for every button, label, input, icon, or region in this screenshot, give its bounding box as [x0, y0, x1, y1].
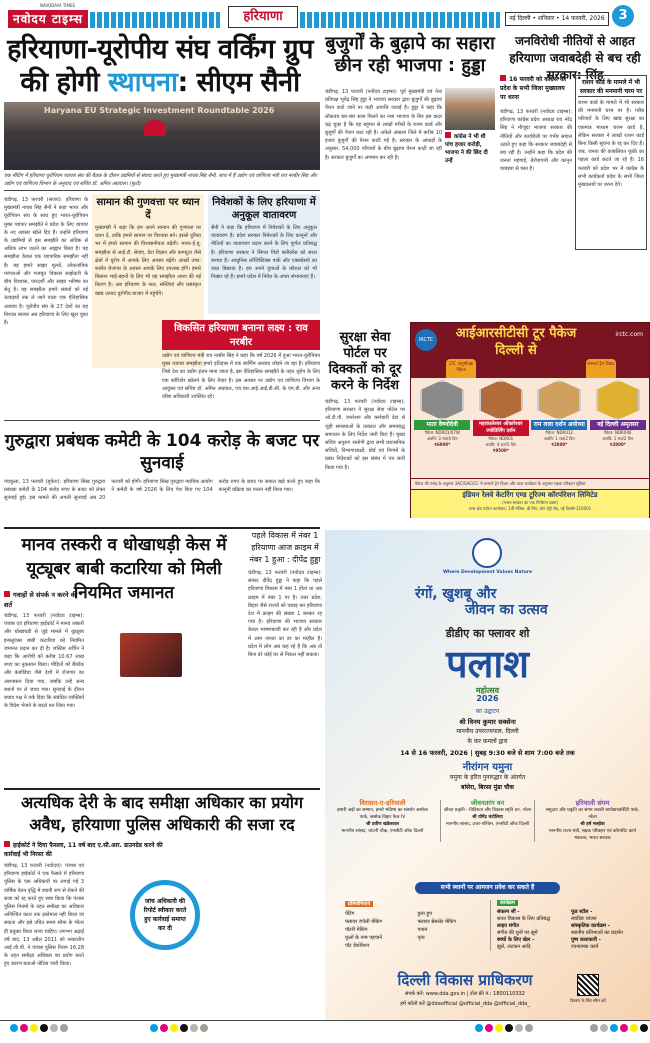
org-name: इंडियन रेलवे केटरिंग एण्ड टूरिज्म कॉरपोरेशन लिमिटेड [462, 491, 598, 499]
venue-name: हरियाली संगम [575, 799, 610, 807]
irctc-logo: IRCTC [415, 329, 437, 351]
destination-image [596, 380, 640, 420]
inauguration-label: का उद्घाटन [475, 708, 500, 715]
package-duration: अवधि: 3 रात/4 दिन [426, 436, 458, 441]
reg-mark [10, 1024, 18, 1032]
turban-shape [144, 120, 166, 136]
headline-text: की होगी [20, 67, 108, 98]
hooda-photo-caption [445, 132, 495, 182]
registration-marks [475, 1024, 533, 1032]
box-body: सैनी ने कहा कि हरियाणा में निवेशकों के लिए अनुकूल वातावरण है। प्रदेश सरकार निवेशकों के लिए कानूनों और नीतियों का वातावरण प्रदान करने के लिए पूर्णतः प्रतिबद्ध है। हरियाणा सरकार ने सिंगल विंडो क्लीयरेंस को सरल बनाया है। आधुनिक लॉजिस्टिक्स पार्क और एक्सप्रेसवे का जाल बिछाया है। हम अपने युवाओं के कौशल को भी निखार रहे हैं। हमारे प्रदेश में निवेश के अपार संभावनाएं हैं। [211, 225, 317, 281]
event-desc: झूले, लटकन आदि [497, 944, 531, 950]
ltc-badge: LTC अनुमोदक पैकेज [446, 359, 476, 385]
hooda-story-continued [325, 290, 495, 308]
reg-mark [190, 1024, 198, 1032]
divider [4, 420, 320, 421]
youtuber-body-col2 [86, 590, 164, 630]
website-link[interactable]: irctc.com [615, 331, 643, 338]
photo-banner-text: Haryana EU Strategic Investment Roundtable 2026 [44, 106, 275, 115]
package-code: पैकेज: NDR01/07W [424, 430, 460, 435]
reg-mark [60, 1024, 68, 1032]
ad-note: पैकेज की पसंद के अनुसार 3AC/SAC/CC में कन्फर्म ट्रेन टिकट और यात्रा कार्यक्रम के अनुसार सड़क परिवहन सुविधा [411, 479, 649, 489]
bullet-text: 16 फरवरी को कांग्रेस का प्रदेश के सभी जिला मुख्यालय पर धरना [500, 76, 567, 101]
irctc-footer [411, 490, 649, 518]
hooda-photo [445, 88, 495, 130]
reg-mark [170, 1024, 178, 1032]
guest-title: माननीय उपराज्यपाल, दिल्ली [456, 728, 519, 735]
hooda-story-body: चंडीगढ़, 13 फरवरी (नवोदय टाइम्स): पूर्व मुख्यमंत्री एवं नेता प्रतिपक्ष भूपेंद्र सिंह हुड्डा ने भाजपा सरकार द्वारा बुजुर्गों की बुढ़ापा पेंशन काटे जाने पर कड़ी आपत्ति जताई है। हुड्डा ने कहा कि लोकतंत्र बार-बार सत्ता मिलने का नशा भाजपा के सिर इस कदर चढ़ चुका है कि वह बहुमत से लाखों गरीबों के राशन कार्ड और बुजुर्गों की पेंशन काट रही है। अकेले अंबाला जिले में करीब 10 हजार बुजुर्गों की पेंशन काटी गई है। सरकार के आंकड़ों के अनुसार, 54,000 परिवारों के बीच बुढ़ापा पेंशन काटी जा रही है। सरकार बुजुर्गों का अपमान कर रही है। [325, 89, 442, 161]
logo-subtitle: NAVODAYA TIMES [40, 3, 76, 8]
story-headline: पहले विकास में नंबर 1 हरियाणा आज क्राइम में नंबर 1 हुआ : दीपेंद्र हुड्डा [249, 531, 321, 564]
event-dates: 14 से 16 फरवरी, 2026 | सुबह 9:30 बजे से शाम 7:00 बजे तक [400, 749, 575, 757]
youtuber-body-col3 [165, 590, 245, 780]
guest-by: के कर कमलों द्वारा [467, 738, 508, 745]
newspaper-logo: नवोदय टाइम्स [8, 10, 88, 28]
package-list [411, 378, 649, 478]
congress-story-body: चंडीगढ़, 13 फरवरी (नवोदय टाइम्स): हरियाणा कांग्रेस प्रदेश अध्यक्ष राव नरेंद्र सिंह ने मौजूदा भाजपा सरकार की नीतियों और कार्यशैली पर गंभीर सवाल उठाते हुए कहा कि सरकार जवाबदेही से बच रही है। उन्होंने कहा कि प्रदेश की जनता महंगाई, बेरोजगारी और कानून व्यवस्था से त्रस्त है। [500, 109, 572, 173]
competition-item: पॉटरी मेकिंग [345, 927, 368, 933]
package-name: महाकालेश्वर ओंकारेश्वर ज्योतिर्लिंग दर्शन [473, 420, 529, 436]
divider [4, 788, 320, 790]
photo-caption: एक मीटिंग में हरियाणा यूरोपियन व्यापार संघ की बैठक के दौरान उद्यमियों से संवाद करते हुए मुख्यमंत्री नायब सिंह सैनी, साथ में हैं उद्योग एवं वाणिज्य मंत्री राव नरबीर सिंह और उद्योग एवं वाणिज्य विभाग के अनुवाद एवं सचिव डॉ. अमित अग्रवाल। (फूटो) [4, 173, 317, 187]
venue-inaugurator: श्री योगेंद्र चंदोलिया [472, 815, 503, 820]
venue-inaugurator-title: माननीय सांसद, उत्तर-पश्चिम, एनसीटी ऑफ दिल्ली [445, 822, 529, 827]
reg-mark [495, 1024, 503, 1032]
story-headline-line: अवैध, हरियाणा पुलिस अधिकारी की सजा रद [29, 815, 295, 834]
reg-mark [600, 1024, 608, 1032]
guest-name: श्री विनय कुमार सक्सेना [459, 718, 516, 726]
package-code: पैकेज: NDR046 [604, 430, 632, 435]
event-desc: स्थानीय प्रतिभाओं का प्रदर्शन [571, 930, 623, 936]
package-card[interactable] [531, 380, 587, 476]
reg-mark [40, 1024, 48, 1032]
package-price: ₹3800* [609, 442, 626, 447]
package-card[interactable] [473, 380, 529, 476]
package-code: पैकेज: NDR01 [488, 436, 514, 441]
ad-headline-line: जीवन का उत्सव [465, 602, 548, 618]
venue-desc: समुदाय और प्रकृति का संगम लवली बायोडायवर्सिटी पार्क, नरेला [545, 808, 640, 820]
headline-line: हरियाणा-यूरोपीय संघ वर्किंग ग्रुप [7, 34, 313, 65]
venue-inaugurator-title: माननीय सांसद, चांदनी चौक, एनसीटी ऑफ दिल्ली [341, 829, 424, 834]
lead-story-photo [4, 102, 320, 170]
story-body: पंचकूला, 13 फरवरी (मुकेश): हरियाणा सिख गुरुद्वारा प्रबंधक कमेटी के 104 करोड़ रुपए के बजट को लेकर सुनवाई हुई। इस मामले की अगली सुनवाई अब 20 फरवरी को होगी। हरियाणा सिख गुरुद्वारा न्यायिक आयोग ने कमेटी के वर्ष 2026 के लिए पेश किए गए 104 करोड़ रुपए के बजट पर सवाल खड़े करते हुए कहा कि कानूनी प्रक्रिया का पालन नहीं किया गया। [4, 479, 320, 502]
reg-mark [30, 1024, 38, 1032]
section-title: हरियाणा [228, 6, 298, 28]
venue-card [545, 800, 640, 842]
investors-box [208, 194, 320, 314]
competitions-title: प्रतियोगिताएं [345, 901, 373, 907]
headline-text: : सीएम सैनी [177, 67, 300, 98]
venue-place: बांसेरा, बिरसा मुंडा चौक [461, 784, 514, 791]
rao-story [162, 320, 320, 400]
package-card[interactable] [590, 380, 646, 476]
dda-contact[interactable]: संपर्क करें: www.dda.gov.in | टोल फ्री नं.: 1800110332 [404, 991, 525, 997]
decorative-stripes [300, 12, 500, 28]
venue-sub: यमुना के हरित पुनरुद्धार के अंतर्गत [449, 774, 526, 781]
headline-highlight: स्थापना [107, 67, 178, 98]
venue-card [335, 800, 430, 842]
bullet-icon [4, 591, 10, 597]
bullet-icon [4, 841, 10, 847]
package-name: माता वैष्णोदेवी [414, 420, 470, 430]
package-duration: अवधि: 4 रात/5 दिन [485, 442, 517, 447]
congress-bullet [500, 75, 572, 102]
venue-inaugurator: श्री प्रवीण खंडेलवाल [366, 822, 399, 827]
reg-mark [640, 1024, 648, 1032]
package-duration: अवधि: 1 रात/2 दिन [602, 436, 634, 441]
event-name: लाइव संगीत [497, 923, 520, 929]
bullet-icon [445, 132, 451, 138]
reg-mark [150, 1024, 158, 1032]
reg-mark [20, 1024, 28, 1032]
venue-desc: जीवंत प्रकृति - विविधता और विकास स्मृति वन, नरेला [443, 808, 532, 813]
event-desc: संगीत की धुनों पर झूमें [497, 930, 538, 936]
box-body: राशन कार्ड के मामले में भी सरकार की मनमानी चरम पर है। गरीब परिवारों के लिए खाद्य सुरक्षा का एकमात्र माध्यम राशन कार्ड है, लेकिन सरकार ने लाखों राशन कार्ड बिना किसी सूचना के रद्द कर दिए हैं। जब, जनता की काबलियत फूंकी का पहला कार्ड कटते जा रहे हैं। 16 फरवरी को प्रदेश भर में कांग्रेस के सभी कार्यकर्ता प्रदेश के सभी जिला मुख्यालयों पर धरना देंगे। [578, 100, 644, 189]
bullet-text: हाईकोर्ट ने दिया फैसला, 11 वर्ष बाद ए.सी.आर. डाउनग्रेड करने की कार्रवाई भी निरस्त की [4, 842, 163, 858]
ad-headline-line: रंगों, खुशबू और [415, 586, 497, 602]
story-headline: विकसित हरियाणा बनाना लक्ष्य : राव नरबीर [162, 322, 320, 350]
story-headline: गुरुद्वारा प्रबंधक कमेटी के 104 करोड़ के बजट पर सुनवाई [4, 431, 320, 473]
package-duration: अवधि: 1 रात/2 दिन [543, 436, 575, 441]
police-story [4, 792, 320, 836]
venue-list [335, 800, 640, 842]
reg-mark [515, 1024, 523, 1032]
package-price: ₹2800* [551, 442, 568, 447]
story-body: उद्योग एवं वाणिज्य मंत्री राव नरबीर सिंह ने कहा कि वर्ष 2026 में हुआ भारत-यूरोपियन मुक्त व्यापार समझौता हमारे इतिहास में एक स्वर्णिम अध्याय जोड़ने जा रहा है। हरियाणा जिसे देश का उद्योग इंजन माना जाता है, इस ऐतिहासिक समझौते के तहत यूरोप के लिए एक कॉरिडोर खोलने के लिए तैयार है। इस अवसर पर उद्योग एवं वाणिज्य विभाग के आयुक्त एवं सचिव डॉ. अमित अग्रवाल, एच.एस.आई.आई.डी.सी. के एम.डी. और अन्य वरिष्ठ अधिकारी उपस्थित रहे। [162, 353, 320, 401]
competition-item: नृत्य [417, 935, 425, 941]
divider [4, 190, 320, 191]
reg-mark [505, 1024, 513, 1032]
package-name: राम लला दर्शन अयोध्या [531, 420, 587, 430]
ad-title: आईआरसीटीसी टूर पैकेज [455, 326, 577, 341]
dda-advertisement[interactable] [325, 530, 650, 1020]
story-headline: सुरक्षा सेवा पोर्टल पर दिक्कतों को दूर करने के निर्देश [328, 330, 402, 393]
dda-tagline: Where Development Values Nature [442, 570, 533, 575]
story-body: चंडीगढ़, 13 फरवरी (नवोदय टाइम्स): सांसद दीपेंद्र हुड्डा ने कहा कि पहले हरियाणा विकास में नंबर 1 होता था अब क्राइम में नंबर 1 पर है। उत्तर प्रदेश, बिहार जैसे राज्यों को पछाड़ कर हरियाणा देश में क्राइम की संख्या 1 बनकर रह गया है। हरियाणा की भाजपा सरकार केवल भाषणबाजी कर रही है और प्रदेश में आम जनता का डर का माहौल है। प्रदेश में लोग अब कह रहे हैं कि अब तो बिना डरे कोई घर से निकल नहीं सकता। [248, 570, 322, 659]
registration-marks [590, 1024, 648, 1032]
destination-image [420, 380, 464, 420]
registration-marks [150, 1024, 208, 1032]
event-name: फूड स्टॉल - [571, 909, 593, 915]
police-bullet [4, 841, 164, 859]
event-name: पुष्प कलाकारी - [571, 937, 601, 943]
venue-name: जीवनतरंग वन [470, 799, 505, 807]
competition-item: फ्लावर ब्रेसलेट मेकिंग [417, 919, 457, 925]
competition-item: फूलों के नाम पहचानें [345, 935, 382, 941]
masthead [0, 0, 650, 32]
bullet-icon [500, 75, 506, 81]
box-title: सामान की गुणवत्ता पर ध्यान दें [96, 197, 200, 221]
deepender-story [248, 530, 322, 789]
train-badge: कम्फर्ट ट्रेन टिकट [586, 359, 616, 385]
lead-story-headline [4, 33, 316, 99]
registration-marks [10, 1024, 68, 1032]
package-card[interactable] [414, 380, 470, 476]
competitions-list [345, 900, 485, 950]
event-name: सांस्कृतिक कार्यक्रम - [571, 923, 610, 929]
box-title: राशन कार्ड के मामले में भी सरकार की मनमानी चरम पर [579, 79, 643, 95]
ration-card-box [575, 75, 647, 250]
divider [4, 527, 320, 529]
package-price: ₹6900* [434, 442, 451, 447]
reg-mark [160, 1024, 168, 1032]
police-body-col4 [248, 842, 320, 1017]
story-headline: जनविरोधी नीतियों से आहत हरियाणा जवाबदेही से बच रही सरकार: सिंह [509, 34, 641, 82]
bullet-text: गवाहों से संपर्क न करने की शर्त [4, 591, 78, 609]
reg-mark [525, 1024, 533, 1032]
page-number: 3 [612, 5, 634, 27]
reg-mark [590, 1024, 598, 1032]
venue-card [440, 800, 535, 842]
dda-org-name: दिल्ली विकास प्राधिकरण [397, 971, 533, 989]
events-list [490, 900, 640, 951]
story-body: चंडीगढ़, 13 फरवरी (नवोदय टाइम्स): हरियाणा सरकार ने सुरक्षा सेवा पोर्टल पर ओ.टी.पी. जनरेशन और कर्मचारी डेटा से जुड़ी समस्याओं के तत्काल और समयबद्ध समाधान के लिए निर्देश जारी किए हैं। मुख्य सचिव अनुराग रस्तोगी द्वारा सभी प्रशासनिक सचिवों, विभागाध्यक्षों, बोर्ड एवं निगमों के प्रबंध निदेशकों को इस संबंध में पत्र जारी किया गया है। [325, 399, 405, 471]
reg-mark [485, 1024, 493, 1032]
portal-story [325, 330, 405, 528]
competition-item: गायन [417, 927, 428, 933]
event-desc: सतत विकास के लिए प्रतिबद्ध [497, 916, 551, 922]
event-desc: रचनात्मक कार्य [571, 944, 599, 950]
hooda-story [325, 33, 495, 77]
event-name: संकल्प सीं - [497, 909, 520, 915]
box-title: निवेशकों के लिए हरियाणा में अनुकूल वातावरण [212, 197, 316, 221]
reg-mark [50, 1024, 58, 1032]
reg-mark [180, 1024, 188, 1032]
events-title: कार्यक्रम [497, 900, 518, 906]
reg-mark [620, 1024, 628, 1032]
bottom-rule [0, 1020, 650, 1021]
venue-inaugurator: श्री हर्ष मल्होत्रा [580, 822, 605, 827]
reg-mark [200, 1024, 208, 1032]
venue-desc: हमारी जड़ों का सम्मान, हमारे भविष्य का संवर्धन असोला पार्क, असोक विहार फेज IV [337, 808, 428, 820]
caption-text: कांग्रेस ने भी थी पांच हजार करोड़ी, भाजपा ने की छिंद दी उन्हें [445, 134, 488, 164]
festival-sub: महोत्सव [475, 686, 500, 695]
venue-name: विरासत-ए-हरियाली [359, 799, 406, 807]
destination-image [479, 380, 523, 420]
reg-mark [610, 1024, 618, 1032]
qr-label: विवरण के लिए स्कैन करें [570, 998, 606, 1003]
decorative-stripes [90, 12, 220, 28]
story-headline: बुजुर्गों के बुढ़ापे का सहारा छीन रही भाजपा : हुड्डा [325, 33, 495, 76]
dda-logo-icon [472, 538, 502, 568]
lead-story-body: चंडीगढ़, 13 फरवरी (संजय): हरियाणा के मुख्यमंत्री नायब सिंह सैनी ने कहा भारत और यूरोपियन संघ के साथ हुए भारत-यूरोपियन मुक्त व्यापार समझौते ने प्रदेश के लिए व्यापार के नए अवसर खोले दिए हैं। उन्होंने हरियाणा के उद्यमियों से इस समझौते का अधिक से अधिक लाभ उठाने का आह्वान किया है। यह समझौता केवल एक व्यापारिक समझौता नहीं है। यह हमारे साझा मूल्यों, लोकतांत्रिक परंपराओं और मजबूत विकास साझेदारी के बीच विश्वास, पारदर्शी और साझा भविष्य का सेतु है। यह समझौता हमारे संबंधों को नई ऊंचाइयों तक ले जाने वाला एक ऐतिहासिक अध्याय है। यूरोपीय संघ के 27 देशों का यह विशाल बाजार अब हरियाणा के लिए खुल चुका है। [4, 197, 88, 327]
reg-mark [475, 1024, 483, 1032]
reg-mark [630, 1024, 638, 1032]
venue-title: नीरांगन यमुना [462, 762, 513, 773]
police-body-col1: चंडीगढ़, 13 फरवरी (नवोदय): पंजाब एवं हरियाणा हाईकोर्ट ने एक फैसले में हरियाणा पुलिस के एक अधिकारी पर लगाई गई 3 वार्षिक वेतन वृद्धि में स्थायी रूप से रोकने की सजा को रद्द करते हुए स्पष्ट किया कि पंजाब पुलिस नियमों के तहत समीक्षा का अधिकार अनिश्चित काल तक इस्तेमाल नहीं किया जा सकता और इसे उचित समय सीमा के भीतर ही प्रयुक्त किया जाना चाहिए। लगभग अढ़ाई वर्ष बाद, 13 अप्रैल 2011 को तत्कालीन आई.जी.पी. ने पंजाब पुलिस नियम 16.28 के तहत समीक्षा अधिकार का प्रयोग करते हुए कारण बताओ नोटिस जारी किया। [4, 863, 84, 968]
qr-code-icon[interactable] [577, 974, 599, 996]
package-price: ₹9500* [492, 448, 509, 453]
dateline: नई दिल्ली • शनिवार • 14 फरवरी, 2026 [505, 12, 609, 26]
story-headline: मानव तस्करी व धोखाधड़ी केस में यूट्यूबर बाबी कटारिया को मिली नियमित जमानत [21, 535, 227, 603]
youtuber-bullet [4, 590, 84, 610]
competition-item: हुला हूप [417, 911, 432, 917]
ad-subhead: डीडीए का फ्लावर शो [445, 627, 530, 640]
dda-social[interactable]: हमें फॉलो करें @ddaofficial @official_dda @official_dda_ [400, 1001, 530, 1007]
competition-item: पॉट डेकोरेशन [345, 943, 370, 949]
competition-item: फ्लावर रंगोली मेकिंग [345, 919, 383, 925]
box-body: मुख्यमंत्री ने कहा कि हम अपने सामान की गुणवत्ता पर ध्यान दें, ताकि हमारे सामान पर विश्वास बने। इससे दुनिया भर में हमारे सामान की विश्वसनीयता बढ़ेगी। भारत-ई.यू. समझौता से आई.टी. सेवाएं, डेटा विज्ञान और कम्प्यूटर जैसे क्षेत्रों में यूरोप में आपके लिए अवसर बढ़ेंगे। लाखों उच्च-स्तरीय रोजगार के अवसर आपके लिए उपलब्ध होंगे। हमारे किसान भाई-बहनों के लिए भी यह समझौता आशा की नई किरण है। अब हरियाणा के फल, सब्जियां और प्रसंस्कृत खाद्य उत्पाद यूरोपीय बाजार में पहुंचेंगे। [95, 225, 201, 297]
ad-subtitle: दिल्ली से [495, 343, 537, 358]
competition-item: पेंटिंग [345, 911, 355, 917]
story-headline-line: अत्यधिक देरी के बाद समीक्षा अधिकार का प्रयोग [21, 793, 303, 812]
package-name: नई दिल्ली अमृतसर [590, 420, 646, 430]
destination-image [537, 380, 581, 420]
event-desc: स्वादिष्ट व्यंजन [571, 916, 597, 922]
venue-inaugurator-title: माननीय राज्य मंत्री, सड़क परिवहन एवं कॉरपोरेट कार्य मंत्रालय, भारत सरकार [549, 829, 636, 841]
org-sub: (भारत सरकार का एक मिनीरत्न उद्यम) [502, 500, 558, 505]
org-address: उत्तर क्षेत्र पर्यटन कार्यालय: 1वीं मंजिल, बी विंग, स्टेट एंट्री रोड, नई दिल्ली-110001 [468, 506, 592, 511]
pullquote-circle: जांच अधिकारी की रिपोर्ट स्वीकार करते हुए कार्रवाई समाप्त कर दी [130, 880, 200, 950]
package-code: पैकेज: NDR012 [545, 430, 573, 435]
festival-year: 2026 [476, 694, 499, 703]
youtuber-body-col1: चंडीगढ़, 13 फरवरी (नवोदय टाइम्स): पंजाब एवं हरियाणा हाईकोर्ट ने मानव तस्करी और धोखाधड़ी से जुड़े मामले में यूट्यूबर इन्फ्लुएंसर बाबी कटारिया को नियमित जमानत प्रदान कर दी है। जस्टिस अर्चिन ने कहा कि आरोपी को करीब 10.67 लाख रुपए का नुकसान किया। पीड़ितों को बैंकॉक और कंबोडिया जैसे देशों में रोजगार का आश्वासन दिया गया, जबकि उन्हें अन्य स्थानों पर ले जाया गया। सुनवाई के दौरान बचाव पक्ष ने तर्क दिया कि संबंधित व्यक्तियों के विदेश भेजने के बदले धन लिया गया। [4, 613, 84, 710]
event-name: बच्चों के लिए खेल - [497, 937, 535, 943]
festival-logo: पलाश [445, 642, 530, 686]
irctc-advertisement[interactable] [410, 322, 650, 518]
entry-banner: सभी स्थानों पर आमजन प्रवेश कर सकते हैं [415, 882, 560, 894]
